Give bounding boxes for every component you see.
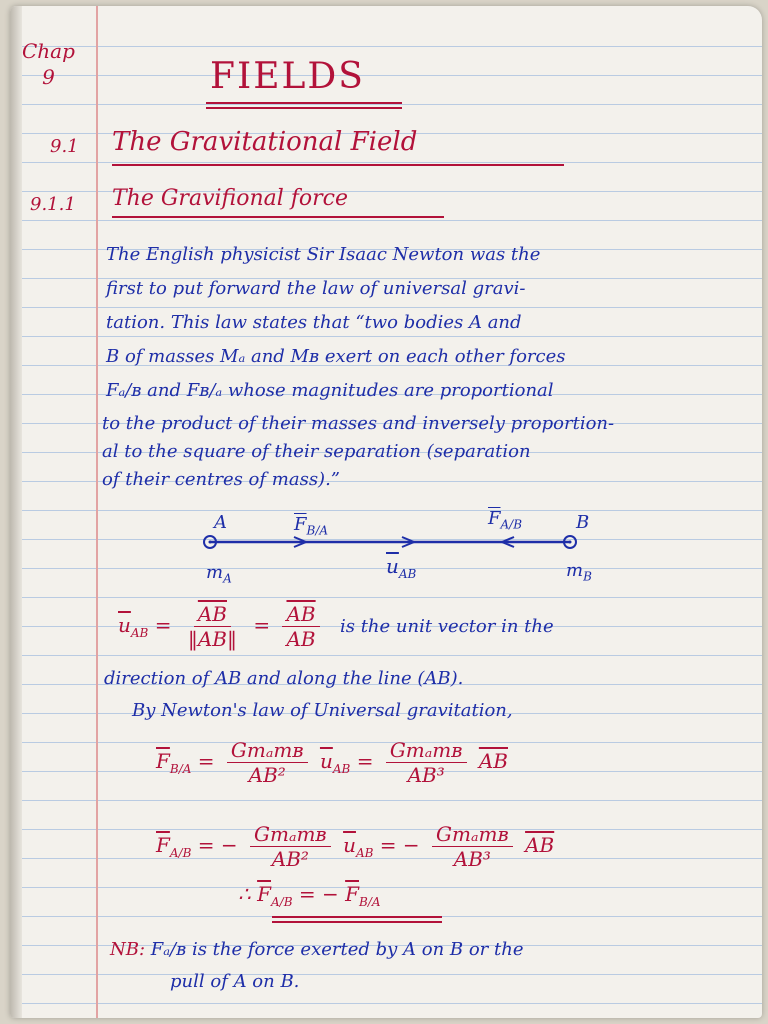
label-mass-b: [566, 560, 592, 584]
unit-subscript: AB: [398, 567, 417, 581]
unit-subscript: AB: [130, 626, 149, 640]
title-underline: [206, 102, 402, 104]
mass-subscript: B: [583, 569, 592, 584]
unit-vector-equation: $\overline{u}_{AB}$ = $\frac{\overline{AB}}{‖AB‖}$ = $\frac{\overline{AB}}{AB}$ is the unit vector in the: [118, 602, 554, 651]
mass-subscript: A: [223, 571, 232, 586]
unit-symbol: $\overline{u}$: [343, 833, 356, 857]
unit-symbol: $\overline{u}$: [386, 554, 399, 578]
force-diagram: [190, 506, 630, 596]
fraction-denominator: AB³: [407, 763, 445, 787]
equation-force-ba: $\overline{F}_{B/A}$ = $\frac{\text{Gmₐmʙ}}{\text{AB²}}$ $\overline{u}_{AB}$ = $\frac{\text{Gmₐmʙ}}{\text{AB³}}$ $\overline{AB}$: [156, 738, 508, 787]
force-symbol: $\overline{F}$: [294, 514, 307, 535]
force-symbol: $\overline{F}$: [488, 508, 501, 529]
fraction-denominator: AB³: [453, 847, 491, 871]
paragraph-line: al to the square of their separation (separation: [102, 441, 531, 462]
mass-symbol: m: [566, 560, 584, 581]
unit-vector-text: is the unit vector in the: [339, 616, 554, 637]
paragraph-line: The English physicist Sir Isaac Newton was the: [106, 244, 541, 265]
fraction-denominator: ‖AB‖: [187, 627, 237, 651]
force-subscript: B/A: [169, 762, 192, 776]
force-subscript: A/B: [270, 895, 293, 909]
equation-result: ∴ $\overline{F}_{A/B}$ = − $\overline{F}_{B/A}$: [238, 882, 381, 909]
subsection-underline: [112, 216, 444, 218]
equation-force-ab: $\overline{F}_{A/B}$ = − $\frac{\text{Gmₐmʙ}}{\text{AB²}}$ $\overline{u}_{AB}$ = − $\frac{\text{Gmₐmʙ}}{\text{AB³}}$ $\overline{AB}$: [156, 822, 555, 871]
fraction-1: [184, 602, 241, 651]
force-symbol: $\overline{F}$: [257, 882, 271, 906]
force-subscript: B/A: [306, 523, 329, 538]
paragraph-line: first to put forward the law of universal gravi-: [106, 278, 526, 299]
fraction-denominator: AB²: [248, 763, 286, 787]
subsection-number: 9.1.1: [30, 194, 76, 215]
paragraph-1: [106, 238, 565, 408]
text-line-direction: direction of AB and along the line (AB).: [104, 668, 464, 689]
paragraph-line: of their centres of mass).”: [102, 469, 340, 490]
chapter-label: [22, 38, 75, 90]
unit-subscript: AB: [332, 762, 351, 776]
point-b-center: [569, 541, 572, 544]
section-title: The Gravitational Field: [112, 127, 418, 157]
unit-symbol: $\overline{u}$: [118, 613, 131, 637]
fraction-numerator: Gmₐmʙ: [227, 738, 308, 763]
therefore-symbol: ∴: [238, 882, 251, 906]
paragraph-line: B of masses Mₐ and Mʙ exert on each other forces: [106, 346, 566, 367]
text-line-newton: By Newton's law of Universal gravitation,: [132, 700, 513, 721]
vector-ab: $\overline{AB}$: [525, 833, 555, 857]
fraction-denominator: AB²: [271, 847, 309, 871]
section-number: 9.1: [50, 136, 79, 157]
fraction-2: [282, 602, 319, 651]
unit-subscript: AB: [355, 846, 374, 860]
force-symbol: $\overline{F}$: [345, 882, 359, 906]
fraction: [227, 738, 308, 787]
paragraph-line: tation. This law states that “two bodies A and: [106, 312, 522, 333]
result-underline: [272, 916, 442, 918]
force-symbol: $\overline{F}$: [156, 833, 170, 857]
point-a-center: [209, 541, 212, 544]
fraction-numerator: Gmₐmʙ: [250, 822, 331, 847]
paragraph-line: Fₐ/ʙ and Fʙ/ₐ whose magnitudes are proportional: [106, 380, 554, 401]
fraction-numerator: $\overline{AB}$: [194, 602, 231, 627]
result-underline-2: [272, 921, 442, 923]
note-line: pull of A on B.: [170, 971, 300, 992]
vector-ab: $\overline{AB}$: [478, 749, 508, 773]
note-block: [110, 934, 524, 998]
fraction-numerator: $\overline{AB}$: [282, 602, 319, 627]
label-mass-a: [206, 562, 232, 586]
fraction-denominator: AB: [286, 627, 316, 651]
chapter-word: Chap: [22, 39, 75, 63]
notebook-page: [10, 6, 762, 1018]
force-subscript: B/A: [359, 895, 381, 909]
note-line: Fₐ/ʙ is the force exerted by A on B or the: [150, 939, 524, 960]
note-label: NB:: [110, 939, 146, 960]
fraction: [386, 738, 467, 787]
label-force-ba: [294, 514, 328, 538]
force-subscript: A/B: [169, 846, 192, 860]
fraction: [432, 822, 513, 871]
title-underline-2: [206, 107, 402, 109]
subsection-title: The Gravifional force: [112, 186, 349, 211]
label-a: A: [214, 512, 227, 533]
margin-line: [96, 6, 98, 1018]
paragraph-2: [102, 410, 614, 494]
label-force-ab: [488, 508, 522, 532]
force-subscript: A/B: [500, 517, 523, 532]
chapter-number: 9: [42, 65, 55, 89]
label-unit-vector: [386, 554, 416, 581]
unit-symbol: $\overline{u}$: [319, 749, 333, 773]
page-title: FIELDS: [210, 56, 365, 97]
fraction-numerator: Gmₐmʙ: [386, 738, 467, 763]
notebook-binding: [10, 6, 22, 1018]
section-underline: [112, 164, 564, 166]
fraction: [250, 822, 331, 871]
paragraph-line: to the product of their masses and inversely proportion-: [102, 413, 615, 434]
label-b: B: [576, 512, 590, 533]
mass-symbol: m: [206, 562, 224, 583]
force-symbol: $\overline{F}$: [156, 749, 170, 773]
fraction-numerator: Gmₐmʙ: [432, 822, 513, 847]
